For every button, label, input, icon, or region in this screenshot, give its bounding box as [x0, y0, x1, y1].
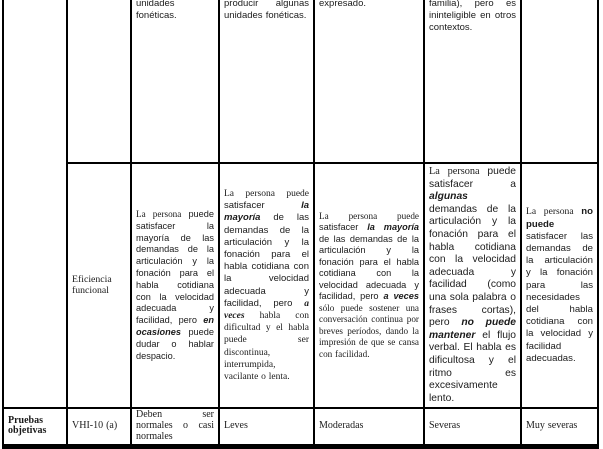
cell-desc-muy-severa [521, 163, 598, 408]
cell-vhi-moderadas [314, 408, 424, 446]
row-label-pruebas-objetivas [3, 408, 67, 446]
cell-text: VHI-10 (a) [72, 420, 118, 432]
cell-text: La persona puede satisfacer a algunas demandas de la articulación y la fonación para el habla cotidiana con la velocidad adecuada y facilidad (como una sola palabra o frases cortas), pero no puede mantener el flujo verbal. El habla es dificultosa y el ritmo es excesivamente lento. [429, 166, 516, 404]
cell-desc-normal [131, 163, 219, 408]
cell-text: producir algunas unidades fonéticas. [224, 0, 309, 21]
cell-text: La persona no puede satisfacer las demandas de la articulación y la fonación para las necesidades del habla cotidiana con la velocidad y facilidad adecuadas. [526, 206, 593, 364]
cell-vhi-normal [131, 408, 219, 446]
cell-cont-normal [131, 0, 219, 163]
cell-cont-moderada [314, 0, 424, 163]
cell-vhi-10 [67, 408, 131, 446]
cell-cont-severa [424, 0, 521, 163]
cell-text: Pruebas objetivas [8, 414, 47, 437]
cell-desc-severa [424, 163, 521, 408]
cell-vhi-muy-severas [521, 408, 598, 446]
cell-text: expresado. [319, 0, 367, 9]
table-row-continuation [3, 0, 598, 163]
cell-text: familia), pero es ininteligible en otros contextos. [429, 0, 516, 33]
cell-text: Eficiencia funcional [72, 273, 112, 297]
cell-cont-leve [219, 0, 314, 163]
cell-text: unidades fonéticas. [136, 0, 177, 21]
cell-vhi-severas [424, 408, 521, 446]
cell-text: La persona puede satisfacer la mayoría de las demandas de la articulación y la fonación para el habla cotidiana con la velocidad adecuada y facilidad, pero en ocasiones puede dudar o hablar despacio. [136, 208, 214, 361]
cell-text: La persona puede satisfacer la mayoría de las demandas de la articulación y la fonación para el habla cotidiana con la velocidad adecuada y facilidad, pero a veces sólo puede sostener una conversación continua por breves períodos, dando la impresión de que se cansa con facilidad. [319, 210, 420, 359]
cell-desc-leve [219, 163, 314, 408]
cell-vhi-leves [219, 408, 314, 446]
cell-text: Moderadas [319, 420, 364, 432]
table-row-pruebas-objetivas [3, 408, 598, 446]
cell-desc-moderada [314, 163, 424, 408]
table-row-eficiencia-funcional [3, 163, 598, 408]
cell-text: Severas [429, 420, 461, 432]
cell-text: Leves [224, 420, 248, 432]
cell-text: Muy severas [526, 420, 578, 432]
cell-row-header-empty [3, 0, 67, 408]
severity-rating-table [2, 0, 599, 449]
row-label-eficiencia-funcional [67, 163, 131, 408]
cell-text: La persona puede satisfacer la mayoría de las demandas de la articulación y la fonación para el habla cotidiana con la velocidad adecuada y facilidad, pero a veces habla con dificultad y el habla puede ser discontinua, interrumpida, vacilante o lenta. [224, 189, 309, 383]
cell-cont-muy-severa-empty [521, 0, 598, 163]
cell-text: Deben ser normales o casi normales [136, 409, 214, 442]
cell-subheader-empty [67, 0, 131, 163]
